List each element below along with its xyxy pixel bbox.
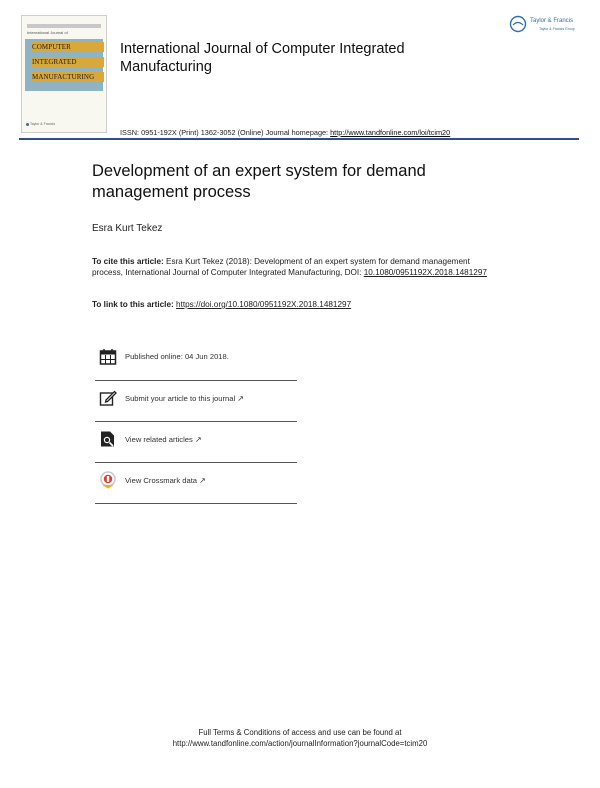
author-name: Esra Kurt Tekez <box>92 223 163 234</box>
cover-publisher: Taylor & Francis <box>30 122 56 126</box>
cover-top-line: International Journal of <box>27 30 68 35</box>
submit-article-label[interactable] <box>125 394 244 403</box>
journal-cover <box>21 15 107 133</box>
citation-block <box>92 256 492 278</box>
issn-text: ISSN: 0951-192X (Print) 1362-3052 (Online) Journal homepage: <box>120 128 331 137</box>
cover-line-3: MANUFACTURING <box>31 72 104 82</box>
footer-line-1: Full Terms & Conditions of access and use can be found at <box>198 728 402 737</box>
cover-strip <box>27 24 101 28</box>
footer-terms <box>0 727 600 749</box>
related-articles-text[interactable]: View related articles <box>125 435 193 444</box>
edit-icon <box>99 389 117 407</box>
issn-line <box>120 128 450 137</box>
journal-homepage-link[interactable]: http://www.tandfonline.com/loi/tcim20 <box>330 128 451 137</box>
published-online-row <box>95 343 297 381</box>
crossmark-label[interactable] <box>125 476 206 485</box>
journal-title: International Journal of Computer Integrated Manufacturing <box>120 41 405 75</box>
calendar-icon <box>99 348 117 366</box>
submit-article-text[interactable]: Submit your article to this journal <box>125 394 236 403</box>
cover-line-2: INTEGRATED <box>31 57 104 67</box>
external-link-icon: ↗ <box>237 394 244 403</box>
publisher-subtitle: Taylor & Francis Group <box>539 27 575 31</box>
related-articles-row[interactable] <box>95 422 297 463</box>
article-link-line <box>92 300 351 309</box>
footer-terms-link[interactable]: http://www.tandfonline.com/action/journalInformation?journalCode=tcim20 <box>172 739 428 748</box>
external-link-icon: ↗ <box>194 435 202 444</box>
submit-article-row[interactable] <box>95 381 297 422</box>
external-link-icon: ↗ <box>199 476 206 485</box>
article-info-list <box>95 343 297 504</box>
citation-text: Esra Kurt Tekez (2018): Development of an expert system for demand management process, International Journal of Computer Integrated Manufacturing, DOI: <box>92 257 470 277</box>
article-title: Development of an expert system for demand management process <box>92 162 426 201</box>
crossmark-row[interactable] <box>95 463 297 504</box>
crossmark-icon <box>99 471 117 489</box>
article-doi-link[interactable]: https://doi.org/10.1080/0951192X.2018.1481297 <box>176 300 352 309</box>
related-search-icon <box>99 430 117 448</box>
link-label: To link to this article: <box>92 300 177 309</box>
crossmark-text[interactable]: View Crossmark data <box>125 476 198 485</box>
citation-label: To cite this article: <box>92 257 164 266</box>
published-online-label: Published online: 04 Jun 2018. <box>125 352 229 361</box>
cover-logo-icon <box>26 123 29 126</box>
publisher-logo-icon <box>509 15 527 33</box>
cover-line-1: COMPUTER <box>31 42 104 52</box>
citation-doi-link[interactable]: 10.1080/0951192X.2018.1481297 <box>363 268 487 277</box>
related-articles-label[interactable] <box>125 435 202 444</box>
publisher-name: Taylor & Francis <box>530 18 574 24</box>
header-rule <box>19 138 579 140</box>
